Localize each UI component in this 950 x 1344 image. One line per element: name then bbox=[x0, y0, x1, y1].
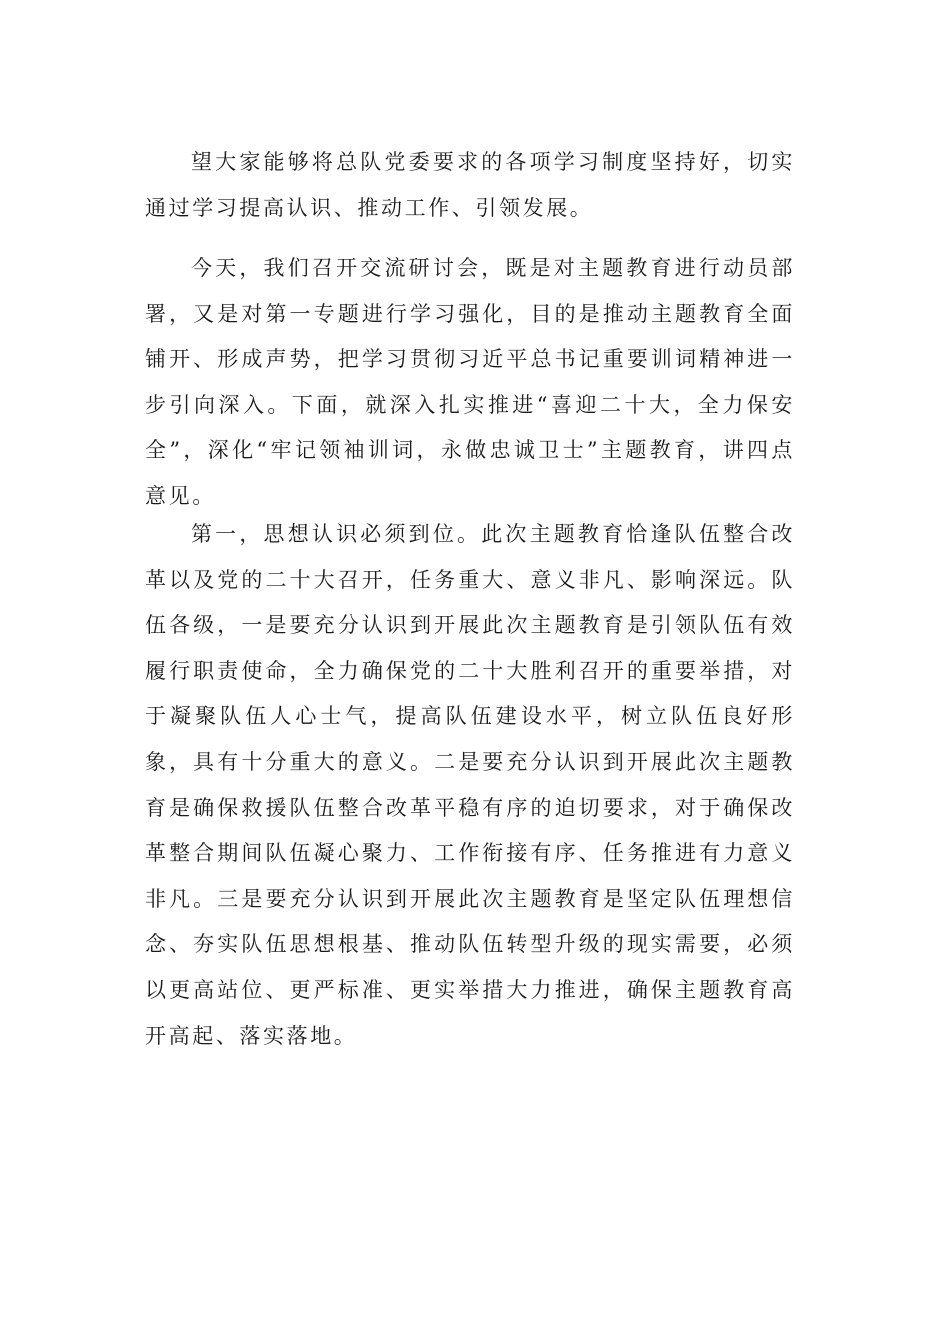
paragraph-3: 第一，思想认识必须到位。此次主题教育恰逢队伍整合改革以及党的二十大召开，任务重大、意义非凡、影响深远。队伍各级，一是要充分认识到开展此次主题教育是引领队伍有效履行职责使命，全力确保党的二十大胜利召开的重要举措，对于凝聚队伍人心士气，提高队伍建设水平，树立队伍良好形象，具有十分重大的意义。二是要充分认识到开展此次主题教育是确保救援队伍整合改革平稳有序的迫切要求，对于确保改革整合期间队伍凝心聚力、工作衔接有序、任务推进有力意义非凡。三是要充分认识到开展此次主题教育是坚定队伍理想信念、夯实队伍思想根基、推动队伍转型升级的现实需要，必须以更高站位、更严标准、更实举措大力推进，确保主题教育高开高起、落实落地。 bbox=[145, 522, 795, 1048]
paragraph-1: 望大家能够将总队党委要求的各项学习制度坚持好，切实通过学习提高认识、推动工作、引领发展。 bbox=[145, 150, 795, 220]
paragraph-2: 今天，我们召开交流研讨会，既是对主题教育进行动员部署，又是对第一专题进行学习强化，目的是推动主题教育全面铺开、形成声势，把学习贯彻习近平总书记重要训词精神进一步引向深入。下面，就深入扎实推进“喜迎二十大，全力保安全”，深化“牢记领袖训词，永做忠诚卫士”主题教育，讲四点意见。 bbox=[145, 256, 795, 508]
